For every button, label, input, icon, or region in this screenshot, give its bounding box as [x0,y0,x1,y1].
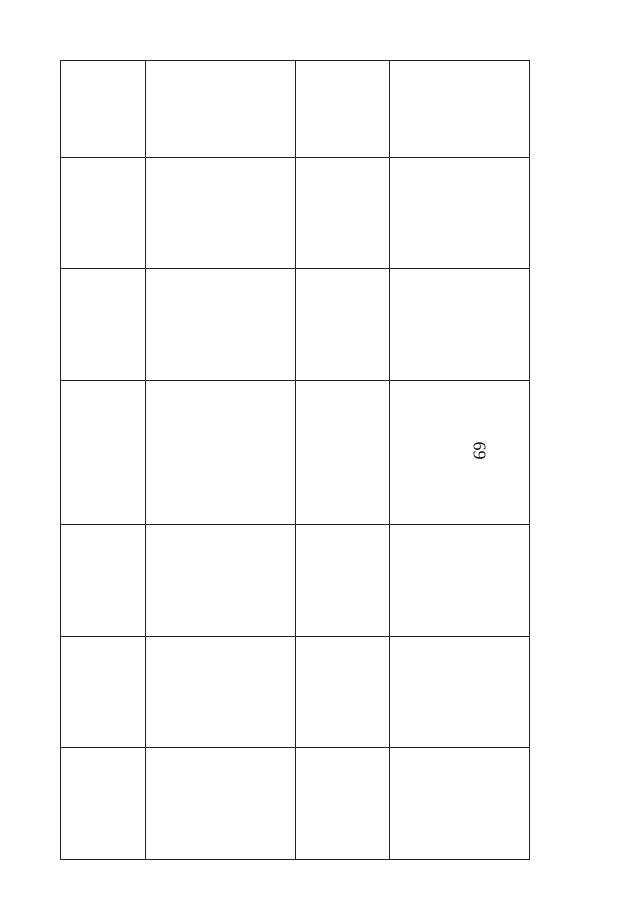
table-column-divider [295,61,296,859]
page-number: 69 [469,441,490,460]
table-column-divider [389,61,390,859]
table-column-divider [145,61,146,859]
table-outline [60,60,530,860]
